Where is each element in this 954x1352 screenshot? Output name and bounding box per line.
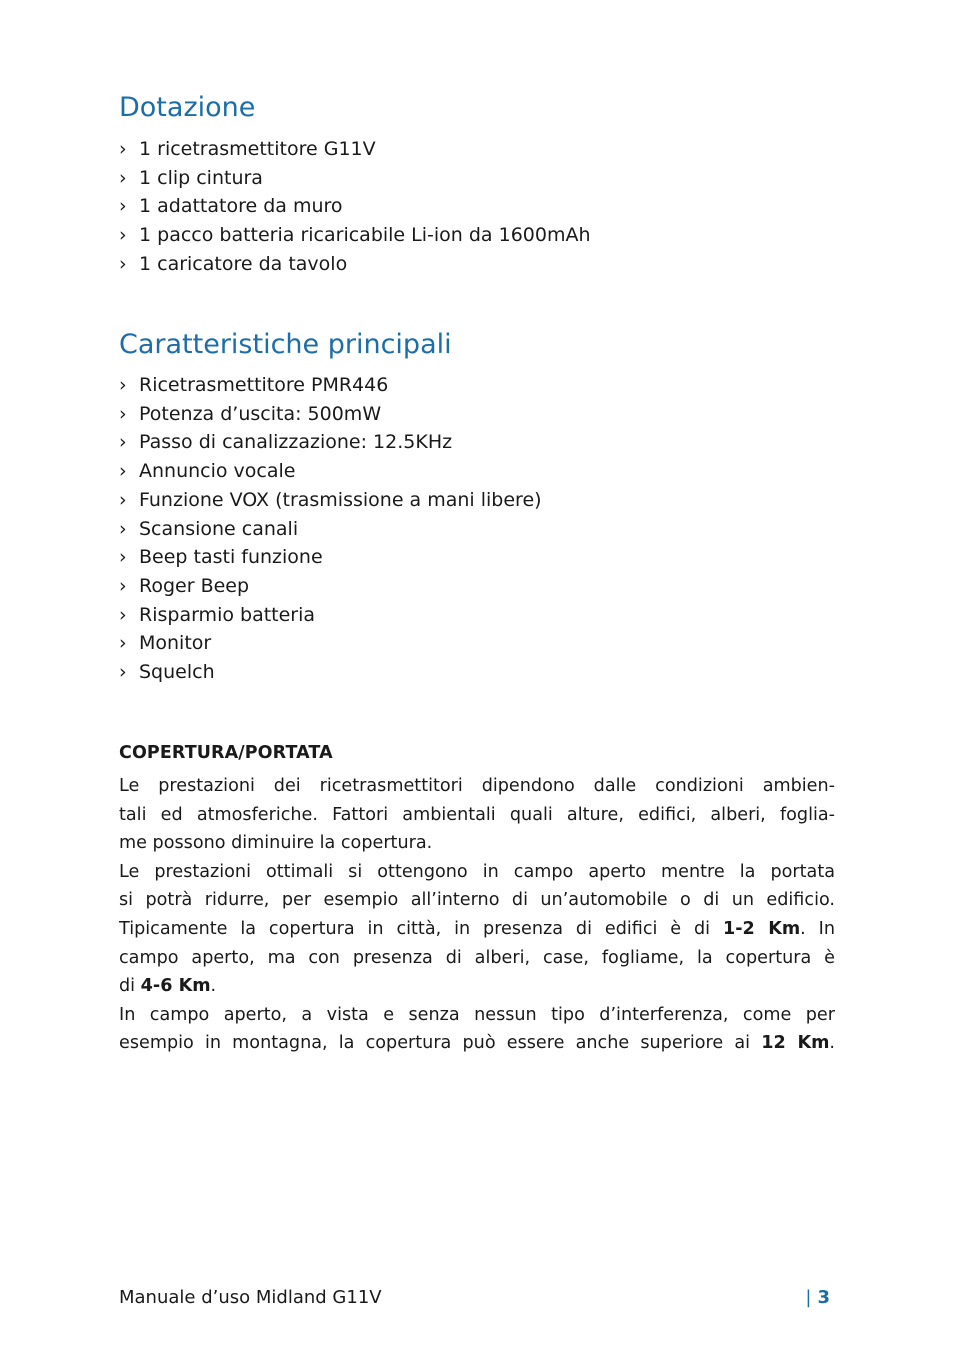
chevron-right-icon: ›: [119, 488, 127, 511]
chevron-right-icon: ›: [119, 546, 127, 569]
chevron-right-icon: ›: [119, 224, 127, 247]
chevron-right-icon: ›: [119, 574, 127, 597]
text-line: di 4-6 Km.: [119, 976, 217, 997]
list-item: › Squelch: [119, 658, 542, 687]
text-line: me possono diminuire la copertura.: [119, 833, 433, 854]
text-line: tali ed atmosferiche. Fattori ambientali quali alture, edifici, alberi, foglia-: [119, 804, 835, 825]
list-item: › Annuncio vocale: [119, 457, 542, 486]
list-item: › Potenza d’uscita: 500mW: [119, 400, 542, 429]
chevron-right-icon: ›: [119, 252, 127, 275]
chevron-right-icon: ›: [119, 460, 127, 483]
list-item: › Ricetrasmettitore PMR446: [119, 371, 542, 400]
list-item: › 1 ricetrasmettitore G11V: [119, 135, 591, 164]
footer-separator: |: [805, 1287, 812, 1308]
list-item: › Passo di canalizzazione: 12.5KHz: [119, 428, 542, 457]
footer-manual-title: Manuale d’uso Midland G11V: [119, 1287, 382, 1308]
list-item: › 1 pacco batteria ricaricabile Li-ion da 1600mAh: [119, 221, 591, 250]
chevron-right-icon: ›: [119, 431, 127, 454]
chevron-right-icon: ›: [119, 195, 127, 218]
chevron-right-icon: ›: [119, 517, 127, 540]
section-title-caratteristiche: Caratteristiche principali: [119, 329, 452, 360]
list-item: › Roger Beep: [119, 572, 542, 601]
chevron-right-icon: ›: [119, 632, 127, 655]
list-item: › 1 clip cintura: [119, 164, 591, 193]
text-line: Tipicamente la copertura in città, in presenza di edifici è di 1-2 Km. In: [119, 918, 836, 939]
range-open-field: 4-6 Km: [140, 976, 211, 997]
text-line: campo aperto, ma con presenza di alberi, case, fogliame, la copertura è: [119, 947, 835, 968]
text-line: In campo aperto, a vista e senza nessun tipo d’interferenza, come per: [119, 1004, 835, 1025]
chevron-right-icon: ›: [119, 138, 127, 160]
subsection-title-copertura: COPERTURA/PORTATA: [119, 743, 333, 763]
chevron-right-icon: ›: [119, 166, 127, 189]
text-line: Le prestazioni dei ricetrasmettitori dipendono dalle condizioni ambien-: [119, 776, 835, 796]
chevron-right-icon: ›: [119, 661, 127, 684]
chevron-right-icon: ›: [119, 603, 127, 626]
caratteristiche-list: [119, 371, 542, 687]
text-line: esempio in montagna, la copertura può essere anche superiore ai 12 Km.: [119, 1033, 836, 1054]
chevron-right-icon: ›: [119, 374, 127, 396]
footer-page-number: | 3: [805, 1287, 830, 1308]
chevron-right-icon: ›: [119, 402, 127, 425]
dotazione-list: [119, 135, 591, 279]
list-item: › Monitor: [119, 629, 542, 658]
list-item: › Risparmio batteria: [119, 601, 542, 630]
list-item: › 1 adattatore da muro: [119, 192, 591, 221]
range-max: 12 Km: [761, 1033, 830, 1054]
range-city: 1-2 Km: [722, 918, 801, 939]
copertura-body: [119, 772, 835, 1058]
text-line: si potrà ridurre, per esempio all’interno di un’automobile o di un edificio.: [119, 890, 835, 911]
list-item: › Scansione canali: [119, 515, 542, 544]
list-item: › Funzione VOX (trasmissione a mani libere): [119, 486, 542, 515]
list-item: › 1 caricatore da tavolo: [119, 250, 591, 279]
list-item: › Beep tasti funzione: [119, 543, 542, 572]
text-line: Le prestazioni ottimali si ottengono in campo aperto mentre la portata: [119, 861, 835, 882]
section-title-dotazione: Dotazione: [119, 92, 256, 123]
